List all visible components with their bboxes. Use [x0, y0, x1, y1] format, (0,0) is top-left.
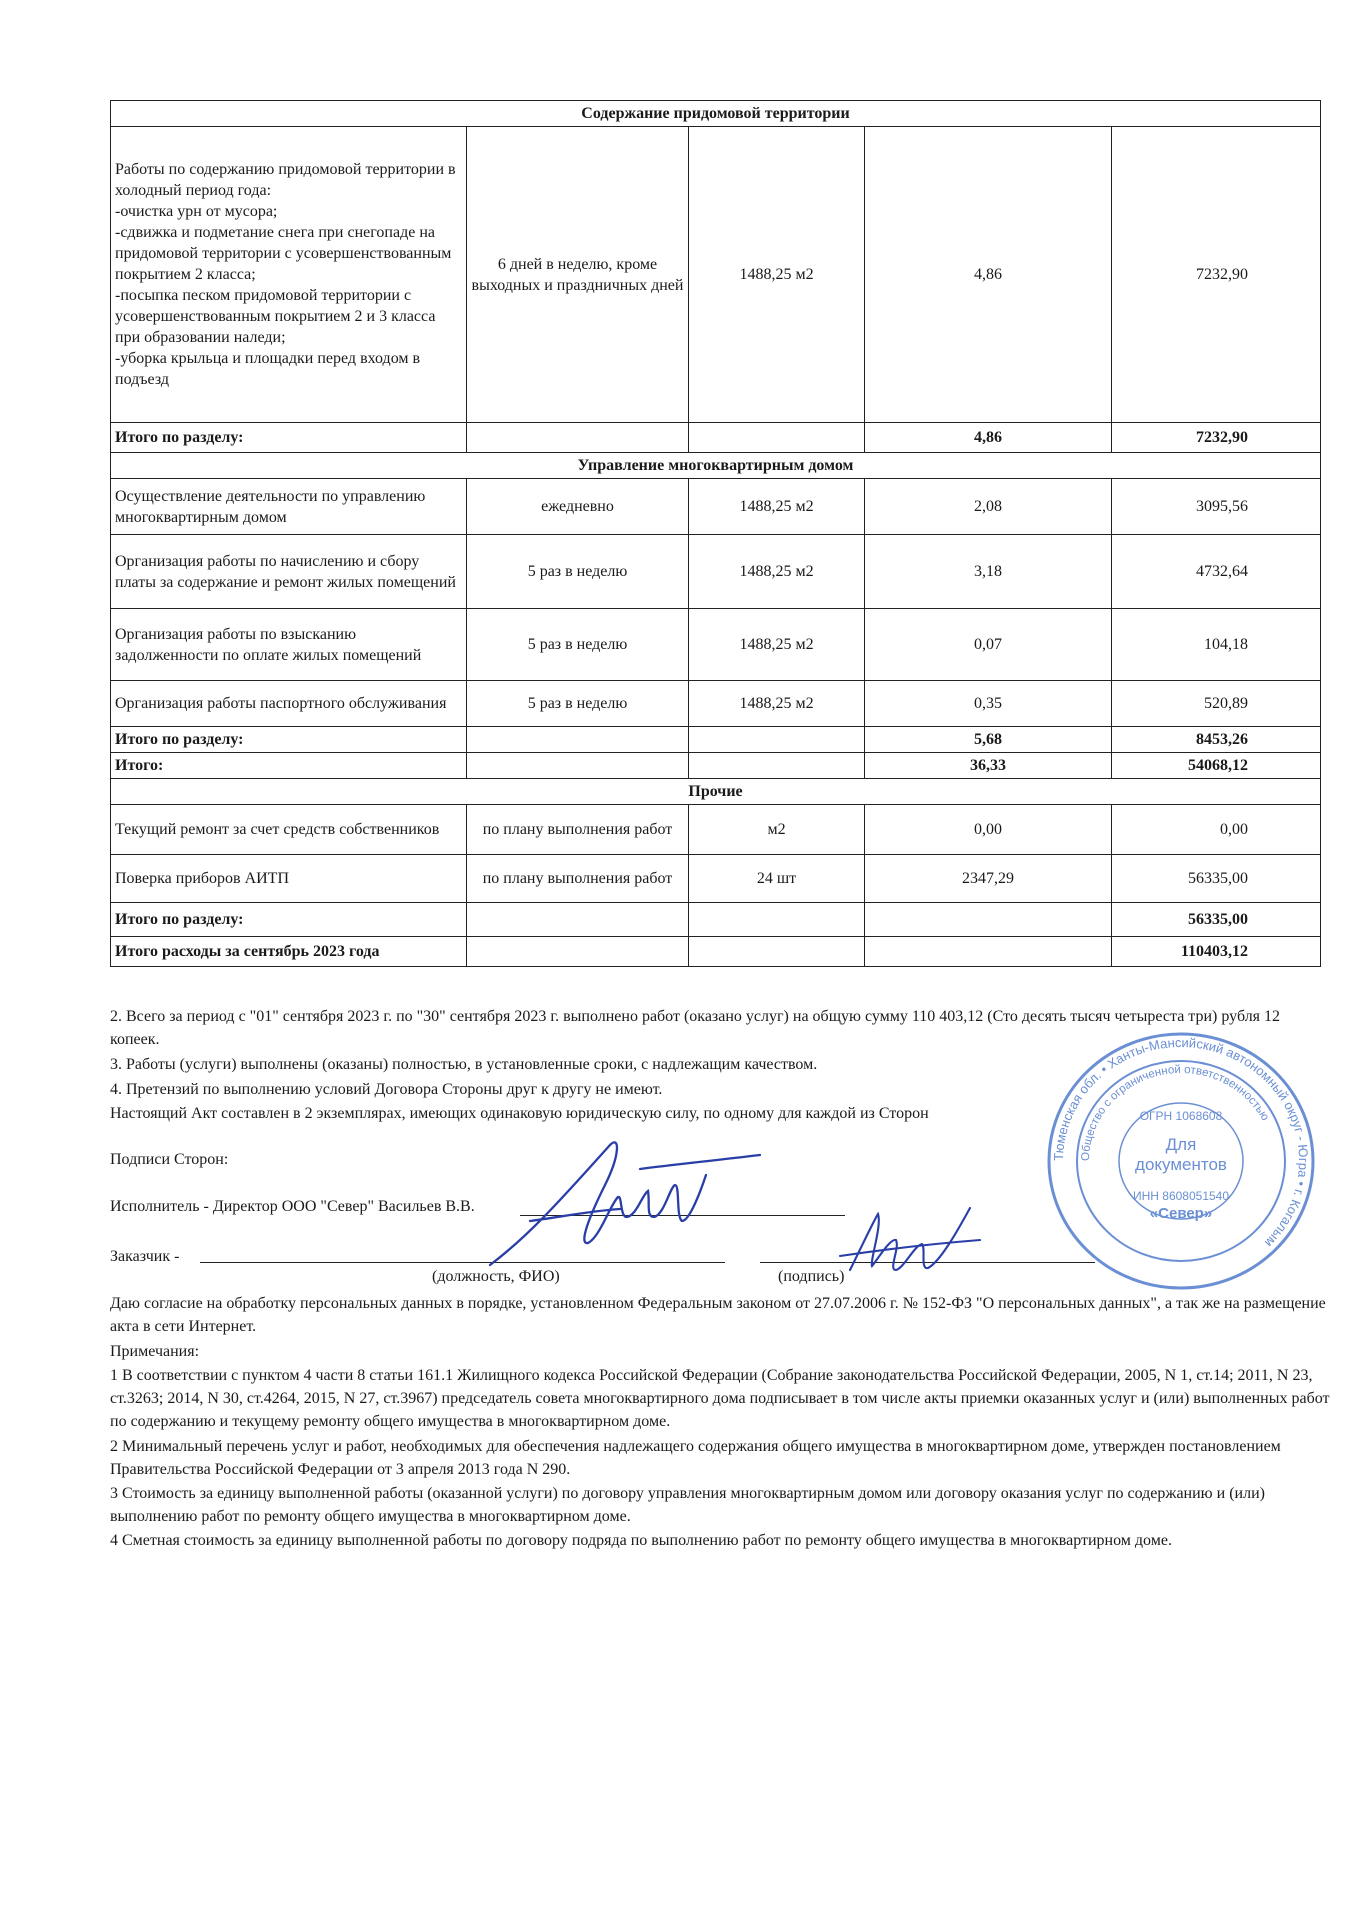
signatures-heading: Подписи Сторон: [110, 1151, 229, 1168]
section-total-row [111, 727, 1321, 753]
company-seal-stamp [1045, 1030, 1317, 1292]
act-table-wrapper [110, 100, 1320, 967]
cell-periodicity: ежедневно [467, 479, 689, 535]
section-header-row [111, 101, 1321, 127]
services-table-body [111, 101, 1321, 967]
cell-work-name: Итого по разделу: [111, 903, 467, 937]
cell-rate: 0,00 [865, 805, 1112, 855]
cell-volume: 1488,25 м2 [689, 681, 865, 727]
cell-cost: 7232,90 [1112, 423, 1321, 453]
cell-periodicity [467, 903, 689, 937]
cell-cost: 3095,56 [1112, 479, 1321, 535]
note-2: 2 Минимальный перечень услуг и работ, необходимых для обеспечения надлежащего содержания общего имущества в многоквартирном доме, утвержден постановлением Правительства Российской Федерации от 3 апреля 2013 года N 290. [110, 1438, 1281, 1478]
table-row [111, 855, 1321, 903]
section-header-row [111, 453, 1321, 479]
caption-position: (должность, ФИО) [432, 1268, 560, 1285]
cell-work-name: Организация работы паспортного обслуживания [111, 681, 467, 727]
cell-periodicity [467, 727, 689, 753]
cell-work-name: Итого по разделу: [111, 423, 467, 453]
cell-rate [865, 937, 1112, 967]
notes-heading: Примечания: [110, 1343, 200, 1360]
paragraph-total-sum: 2. Всего за период с "01" сентября 2023 г. по "30" сентября 2023 г. выполнено работ (оказано услуг) на общую сумму 110 403,12 (Сто десять тысяч четыреста три) рубля 12 копеек. [110, 1008, 1281, 1048]
cell-cost: 8453,26 [1112, 727, 1321, 753]
cell-volume [689, 423, 865, 453]
cell-work-name: Осуществление деятельности по управлению многоквартирным домом [111, 479, 467, 535]
table-row [111, 681, 1321, 727]
section-total-row [111, 423, 1321, 453]
seal-inn: ИНН 8608051540 [1132, 1189, 1230, 1203]
executor-handwritten-signature [470, 1125, 770, 1275]
cell-volume: м2 [689, 805, 865, 855]
cell-periodicity [467, 423, 689, 453]
seal-ogrn: ОГРН 1068608 [1139, 1109, 1223, 1123]
note-1: 1 В соответствии с пунктом 4 части 8 статьи 161.1 Жилищного кодекса Российской Федерации (Собрание законодательства Российской Федерации, 2005, N 1, ст.14; 2011, N 23, ст.3263; 2014, N 30, ст.4264, 2015, N 27, ст.3967) председатель совета многоквартирного дома подписывает в том числе акты приемки оказанных услуг и (или) выполненных работ по содержанию и текущему ремонту общего имущества в многоквартирном доме. [110, 1367, 1330, 1430]
paragraph-copies: Настоящий Акт составлен в 2 экземплярах, имеющих одинаковую юридическую силу, по одному для каждой из Сторон [110, 1105, 929, 1122]
section-header-row [111, 779, 1321, 805]
table-row [111, 609, 1321, 681]
cell-rate: 4,86 [865, 423, 1112, 453]
cell-periodicity: по плану выполнения работ [467, 855, 689, 903]
cell-cost: 520,89 [1112, 681, 1321, 727]
cell-work-name: Итого: [111, 753, 467, 779]
seal-inner-text: Общество с ограниченной ответственностью [1079, 1063, 1271, 1162]
cell-rate: 3,18 [865, 535, 1112, 609]
cell-volume [689, 937, 865, 967]
cell-cost: 56335,00 [1112, 855, 1321, 903]
section-title: Прочие [111, 779, 1321, 805]
cell-rate: 5,68 [865, 727, 1112, 753]
cell-work-name: Итого по разделу: [111, 727, 467, 753]
cell-volume [689, 727, 865, 753]
paragraph-quality: 3. Работы (услуги) выполнены (оказаны) полностью, в установленные сроки, с надлежащим качеством. [110, 1056, 818, 1073]
cell-rate: 0,35 [865, 681, 1112, 727]
consent-text: Даю согласие на обработку персональных данных в порядке, установленном Федеральным законом от 27.07.2006 г. № 152-ФЗ "О персональных данных", а так же на размещение акта в сети Интернет. [110, 1295, 1326, 1335]
cell-volume [689, 903, 865, 937]
grand-total-row [111, 753, 1321, 779]
seal-center-line2: документов [1135, 1155, 1227, 1174]
cell-rate: 0,07 [865, 609, 1112, 681]
cell-cost: 0,00 [1112, 805, 1321, 855]
cell-periodicity: 5 раз в неделю [467, 535, 689, 609]
cell-volume: 24 шт [689, 855, 865, 903]
cell-periodicity: 5 раз в неделю [467, 609, 689, 681]
table-row [111, 127, 1321, 423]
customer-label: Заказчик - [110, 1248, 180, 1265]
expenses-total-row [111, 937, 1321, 967]
note-3: 3 Стоимость за единицу выполненной работы (оказанной услуги) по договору управления многоквартирным домом или договору оказания услуг по содержанию и (или) выполнению работ по ремонту общего имущества в многоквартирном доме. [110, 1485, 1265, 1525]
table-row [111, 535, 1321, 609]
cell-rate: 2,08 [865, 479, 1112, 535]
cell-work-name: Текущий ремонт за счет средств собственников [111, 805, 467, 855]
cell-work-name: Поверка приборов АИТП [111, 855, 467, 903]
cell-cost: 7232,90 [1112, 127, 1321, 423]
cell-periodicity: 6 дней в неделю, кроме выходных и праздничных дней [467, 127, 689, 423]
section-title: Содержание придомовой территории [111, 101, 1321, 127]
table-row [111, 805, 1321, 855]
cell-work-name: Итого расходы за сентябрь 2023 года [111, 937, 467, 967]
cell-rate: 36,33 [865, 753, 1112, 779]
caption-signature: (подпись) [778, 1268, 845, 1285]
seal-center-line1: Для [1165, 1135, 1197, 1154]
cell-cost: 54068,12 [1112, 753, 1321, 779]
note-4: 4 Сметная стоимость за единицу выполненной работы по договору подряда по выполнению работ по ремонту общего имущества в многоквартирном доме. [110, 1532, 1172, 1549]
cell-volume: 1488,25 м2 [689, 127, 865, 423]
seal-company-name: «Север» [1149, 1205, 1213, 1222]
services-table [110, 100, 1321, 967]
cell-work-name: Организация работы по начислению и сбору платы за содержание и ремонт жилых помещений [111, 535, 467, 609]
cell-volume: 1488,25 м2 [689, 609, 865, 681]
cell-cost: 4732,64 [1112, 535, 1321, 609]
seal-ring-text: Тюменская обл. • Ханты-Мансийский автономный округ - Югра • г. Когалым [1050, 1034, 1312, 1251]
cell-cost: 56335,00 [1112, 903, 1321, 937]
cell-cost: 104,18 [1112, 609, 1321, 681]
executor-line: Исполнитель - Директор ООО "Север" Васильев В.В. [110, 1198, 475, 1215]
customer-handwritten-signature [830, 1200, 990, 1290]
section-title: Управление многоквартирным домом [111, 453, 1321, 479]
cell-rate [865, 903, 1112, 937]
cell-work-name: Работы по содержанию придомовой территории в холодный период года: -очистка урн от мусора; -сдвижка и подметание снега при снегопаде на придомовой территории с усовершенствованным покрытием 2 класса; -посыпка песком придомовой территории с усовершенствованным покрытием 2 и 3 класса при образовании наледи; -уборка крыльца и площадки перед входом в подъезд [111, 127, 467, 423]
cell-rate: 4,86 [865, 127, 1112, 423]
cell-periodicity: 5 раз в неделю [467, 681, 689, 727]
cell-volume [689, 753, 865, 779]
cell-volume: 1488,25 м2 [689, 535, 865, 609]
cell-work-name: Организация работы по взысканию задолженности по оплате жилых помещений [111, 609, 467, 681]
paragraph-claims: 4. Претензий по выполнению условий Договора Стороны друг к другу не имеют. [110, 1081, 663, 1098]
cell-periodicity [467, 937, 689, 967]
cell-cost: 110403,12 [1112, 937, 1321, 967]
table-row [111, 479, 1321, 535]
cell-periodicity [467, 753, 689, 779]
cell-periodicity: по плану выполнения работ [467, 805, 689, 855]
section-total-row [111, 903, 1321, 937]
cell-rate: 2347,29 [865, 855, 1112, 903]
cell-volume: 1488,25 м2 [689, 479, 865, 535]
